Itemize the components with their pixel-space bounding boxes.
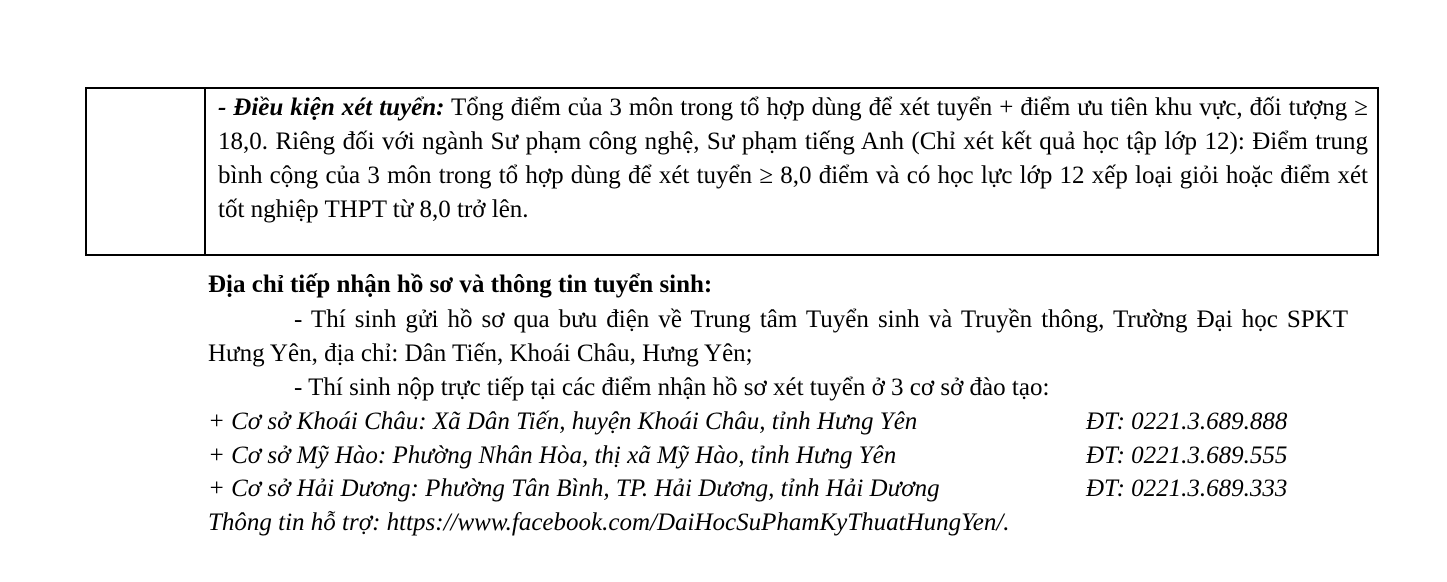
campus-address: + Cơ sở Khoái Châu: Xã Dân Tiến, huyện Khoái Châu, tỉnh Hưng Yên <box>208 408 918 435</box>
contact-heading: Địa chỉ tiếp nhận hồ sơ và thông tin tuyển sinh: <box>208 271 713 298</box>
condition-label: - Điều kiện xét tuyển: <box>218 94 445 121</box>
campus-phone: ĐT: 0221.3.689.333 <box>1086 475 1288 502</box>
condition-text: Tổng điểm của 3 môn trong tổ hợp dùng để xét tuyển + điểm ưu tiên khu vực, đối tượng ≥ 18,0. Riêng đối với ngành Sư phạm công nghệ, Sư phạm tiếng Anh (Chỉ xét kết quả học tập lớp 12): Điểm trung bình cộng của 3 môn trong tổ hợp dùng để xét tuyển ≥ 8,0 điểm và có học lực lớp 12 xếp loại giỏi hoặc điểm xét tốt nghiệp THPT từ 8,0 trở lên. <box>218 94 1368 223</box>
table-column-divider <box>204 89 206 254</box>
campus-phone: ĐT: 0221.3.689.888 <box>1086 408 1288 435</box>
direct-instruction: - Thí sinh nộp trực tiếp tại các điểm nhận hồ sơ xét tuyển ở 3 cơ sở đào tạo: <box>294 374 1050 401</box>
admission-condition-cell <box>218 89 1368 227</box>
campus-address: + Cơ sở Mỹ Hào: Phường Nhân Hòa, thị xã Mỹ Hào, tỉnh Hưng Yên <box>208 442 897 469</box>
campus-address: + Cơ sở Hải Dương: Phường Tân Bình, TP. Hải Dương, tỉnh Hải Dương <box>208 475 940 502</box>
support-info: Thông tin hỗ trợ: https://www.facebook.com/DaiHocSuPhamKyThuatHungYen/. <box>208 509 1010 536</box>
mail-instruction: - Thí sinh gửi hồ sơ qua bưu điện về Trung tâm Tuyển sinh và Truyền thông, Trường Đại học SPKT Hưng Yên, địa chỉ: Dân Tiến, Khoái Châu, Hưng Yên; <box>208 306 1348 367</box>
admission-table <box>85 87 1379 256</box>
campus-phone: ĐT: 0221.3.689.555 <box>1086 442 1288 469</box>
